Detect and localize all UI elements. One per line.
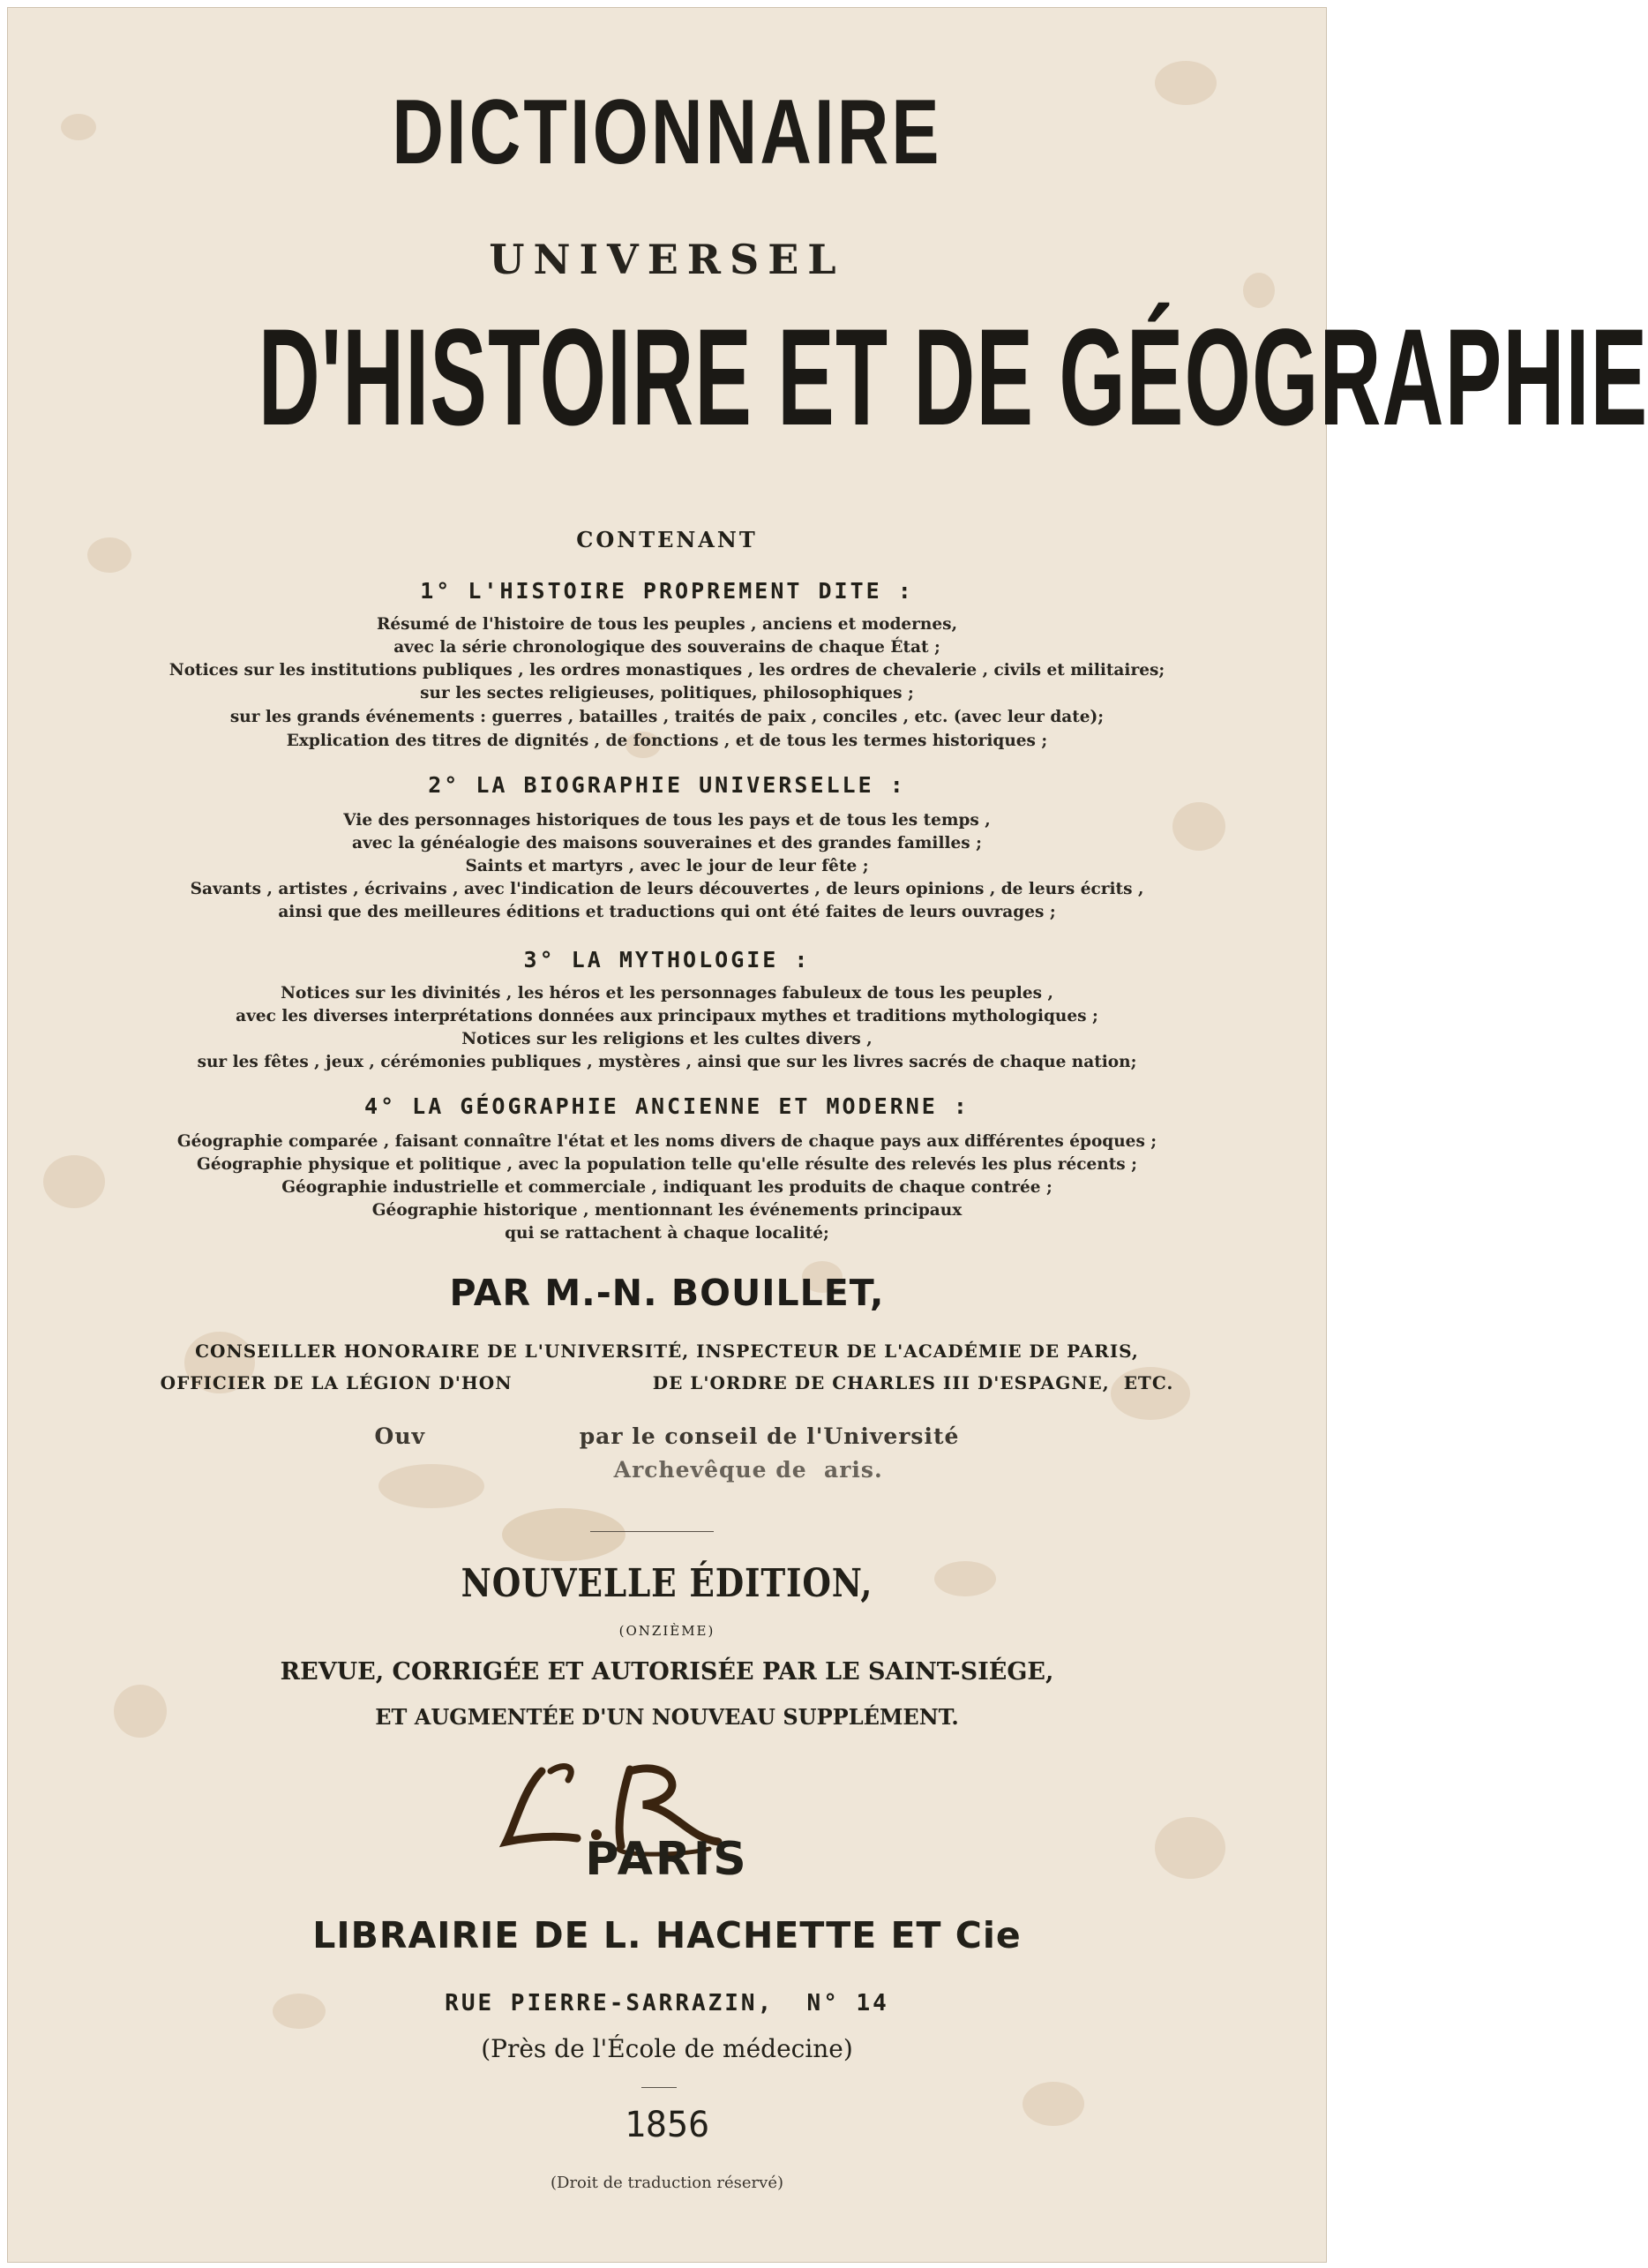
section-line: sur les grands événements : guerres , batailles , traités de paix , conciles , etc. (avec leur date); <box>229 708 1105 726</box>
imprint-year: 1856 <box>624 2105 710 2145</box>
section-line: ainsi que des meilleures éditions et traductions qui ont été faites de leurs ouvrages ; <box>278 903 1056 921</box>
foxing-spot <box>502 1508 625 1561</box>
section-heading: 1° L'HISTOIRE PROPREMENT DITE : <box>420 578 914 604</box>
edition-augmentee: ET AUGMENTÉE D'UN NOUVEAU SUPPLÉMENT. <box>375 1704 959 1730</box>
author-credentials: OFFICIER DE LA LÉGION D'HON DE L'ORDRE DE CHARLES III D'ESPAGNE, ETC. <box>160 1372 1174 1393</box>
divider-rule <box>641 2087 677 2088</box>
imprint-near: (Près de l'École de médecine) <box>481 2034 853 2063</box>
section-line: avec les diverses interprétations données aux principaux mythes et traditions mythologiques ; <box>236 1007 1098 1025</box>
section-heading: 2° LA BIOGRAPHIE UNIVERSELLE : <box>428 772 906 798</box>
section-line: Résumé de l'histoire de tous les peuples , anciens et modernes, <box>376 615 958 634</box>
section-line: Géographie physique et politique , avec la population telle qu'elle résulte des relevés les plus récents ; <box>197 1155 1137 1174</box>
section-line: Savants , artistes , écrivains , avec l'indication de leurs découvertes , de leurs opinions , de leurs écrits , <box>190 880 1144 898</box>
imprint-rights: (Droit de traduction réservé) <box>550 2174 783 2192</box>
imprint-city: PARIS <box>585 1833 749 1886</box>
title-dictionnaire: DICTIONNAIRE <box>392 81 942 184</box>
section-heading: 4° LA GÉOGRAPHIE ANCIENNE ET MODERNE : <box>364 1093 970 1119</box>
contenant-label: CONTENANT <box>576 527 758 552</box>
section-line: avec la généalogie des maisons souveraines et des grandes familles ; <box>352 834 982 852</box>
section-line: Saints et martyrs , avec le jour de leur fête ; <box>465 857 869 875</box>
section-heading: 3° LA MYTHOLOGIE : <box>523 947 811 973</box>
section-line: Explication des titres de dignités , de fonctions , et de tous les termes historiques ; <box>286 732 1048 750</box>
title-histoire-geographie: D'HISTOIRE ET DE GÉOGRAPHIE <box>258 301 1648 454</box>
section-line: sur les fêtes , jeux , cérémonies publiques , mystères , ainsi que sur les livres sacrés de chaque nation; <box>197 1053 1137 1071</box>
imprint-publisher: LIBRAIRIE DE L. HACHETTE ET Cie <box>312 1914 1022 1956</box>
author-credentials: CONSEILLER HONORAIRE DE L'UNIVERSITÉ, INSPECTEUR DE L'ACADÉMIE DE PARIS, <box>195 1341 1139 1362</box>
section-line: Notices sur les religions et les cultes divers , <box>461 1030 873 1048</box>
section-line: Géographie industrielle et commerciale , indiquant les produits de chaque contrée ; <box>281 1178 1052 1197</box>
edition-revue: REVUE, CORRIGÉE ET AUTORISÉE PAR LE SAINT-SIÉGE, <box>280 1658 1054 1686</box>
section-line: Géographie comparée , faisant connaître l'état et les noms divers de chaque pays aux différentes époques ; <box>176 1132 1157 1151</box>
divider-rule <box>590 1531 714 1532</box>
foxing-spot <box>61 114 96 140</box>
title-universel: UNIVERSEL <box>489 236 845 283</box>
section-line: Géographie historique , mentionnant les événements principaux <box>371 1201 963 1220</box>
approval-line: Ouv par le conseil de l'Université <box>374 1423 960 1449</box>
imprint-address: RUE PIERRE-SARRAZIN, N° 14 <box>445 1990 889 2016</box>
section-line: Vie des personnages historiques de tous les pays et de tous les temps , <box>343 811 991 830</box>
title-page <box>7 7 1648 2263</box>
author-name: PAR M.-N. BOUILLET, <box>449 1272 885 1314</box>
section-line: Notices sur les institutions publiques , les ordres monastiques , les ordres de chevalerie , civils et militaires; <box>169 661 1165 680</box>
section-line: qui se rattachent à chaque localité; <box>505 1224 829 1243</box>
section-line: avec la série chronologique des souverains de chaque État ; <box>393 638 940 657</box>
edition-number: (ONZIÈME) <box>618 1623 715 1639</box>
edition-title: NOUVELLE ÉDITION, <box>461 1561 873 1606</box>
section-line: sur les sectes religieuses, politiques, philosophiques ; <box>420 684 914 702</box>
approval-line: Archevêque de aris. <box>451 1457 883 1483</box>
section-line: Notices sur les divinités , les héros et les personnages fabuleux de tous les peuples , <box>281 984 1053 1003</box>
